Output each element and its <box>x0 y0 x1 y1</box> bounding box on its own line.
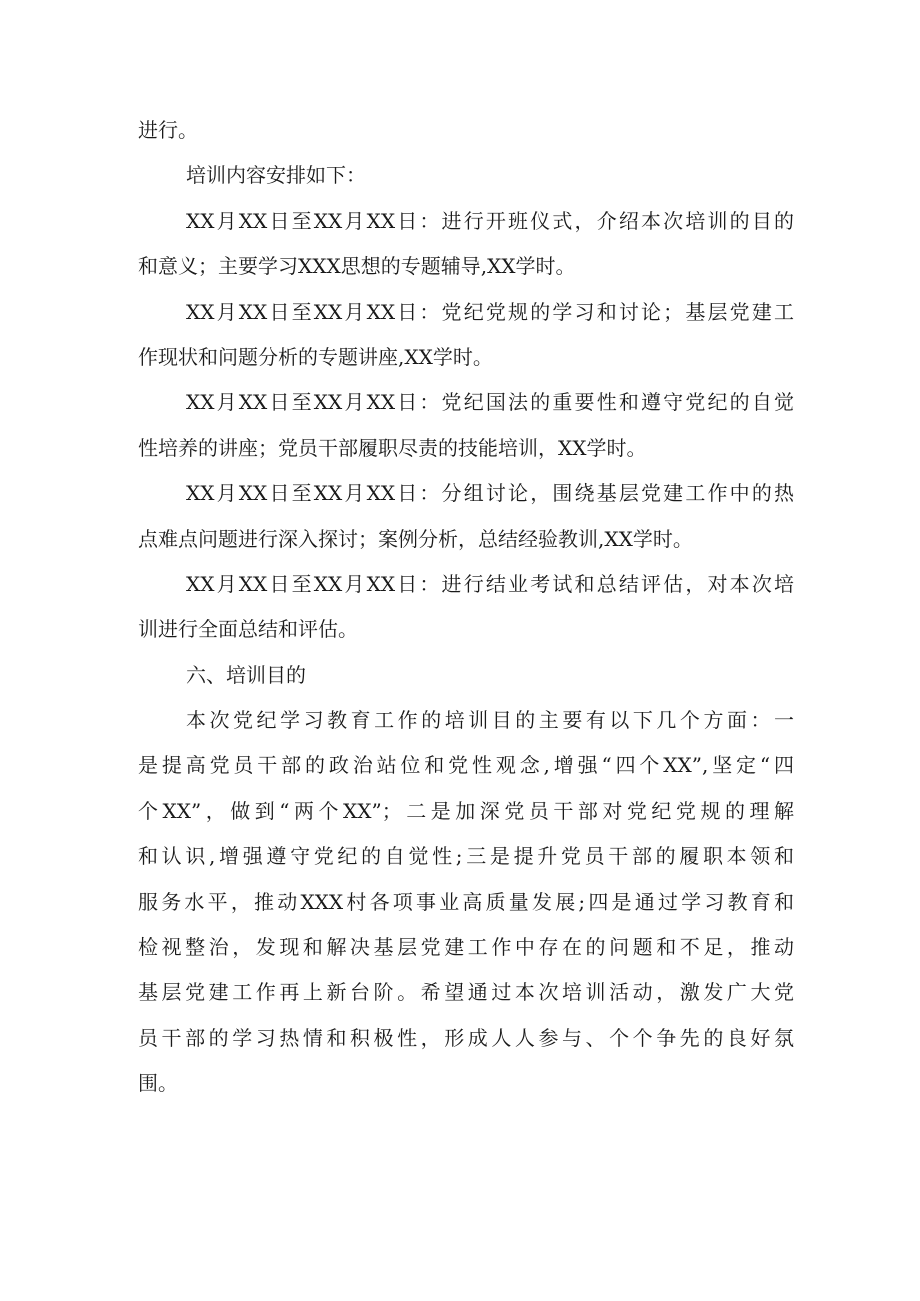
text-line: 作现状和问题分析的专题讲座,XX学时。 <box>138 344 493 369</box>
text-line: 个XX”，做到“两个XX”；二是加深党员干部对党纪党规的理解 <box>138 798 794 823</box>
text-line: 培训内容安排如下： <box>186 163 366 188</box>
text-line: XX月XX日至XX月XX日：党纪国法的重要性和遵守党纪的自觉 <box>186 390 794 415</box>
text-line: 进行。 <box>138 118 198 142</box>
text-line: 性培养的讲座；党员干部履职尽责的技能培训，XX学时。 <box>138 435 647 460</box>
text-line: 检视整治，发现和解决基层党建工作中存在的问题和不足，推动 <box>138 935 794 960</box>
text-line: 训进行全面总结和评估。 <box>138 617 358 642</box>
text-line: 服务水平，推动XXX村各项事业高质量发展;四是通过学习教育和 <box>138 889 794 914</box>
section-heading: 六、培训目的 <box>186 662 306 687</box>
text-line: XX月XX日至XX月XX日：党纪党规的学习和讨论；基层党建工 <box>186 299 794 324</box>
text-line: 员干部的学习热情和积极性，形成人人参与、个个争先的良好氛 <box>138 1025 794 1050</box>
document-body <box>138 108 794 1107</box>
text-line: XX月XX日至XX月XX日：分组讨论，围绕基层党建工作中的热 <box>186 481 794 506</box>
text-line: XX月XX日至XX月XX日：进行结业考试和总结评估，对本次培 <box>186 571 794 596</box>
text-line: 点难点问题进行深入探讨；案例分析，总结经验教训,XX学时。 <box>138 526 693 551</box>
text-line: 本次党纪学习教育工作的培训目的主要有以下几个方面：一 <box>186 708 794 733</box>
text-line: 围。 <box>138 1071 178 1096</box>
text-line: XX月XX日至XX月XX日：进行开班仪式，介绍本次培训的目的 <box>186 208 794 233</box>
text-line: 是提高党员干部的政治站位和党性观念,增强“四个XX”,坚定“四 <box>138 753 794 778</box>
text-line: 基层党建工作再上新台阶。希望通过本次培训活动，激发广大党 <box>138 980 794 1005</box>
text-line: 和认识,增强遵守党纪的自觉性;三是提升党员干部的履职本领和 <box>138 844 794 869</box>
text-line: 和意义；主要学习XXX思想的专题辅导,XX学时。 <box>138 254 576 279</box>
